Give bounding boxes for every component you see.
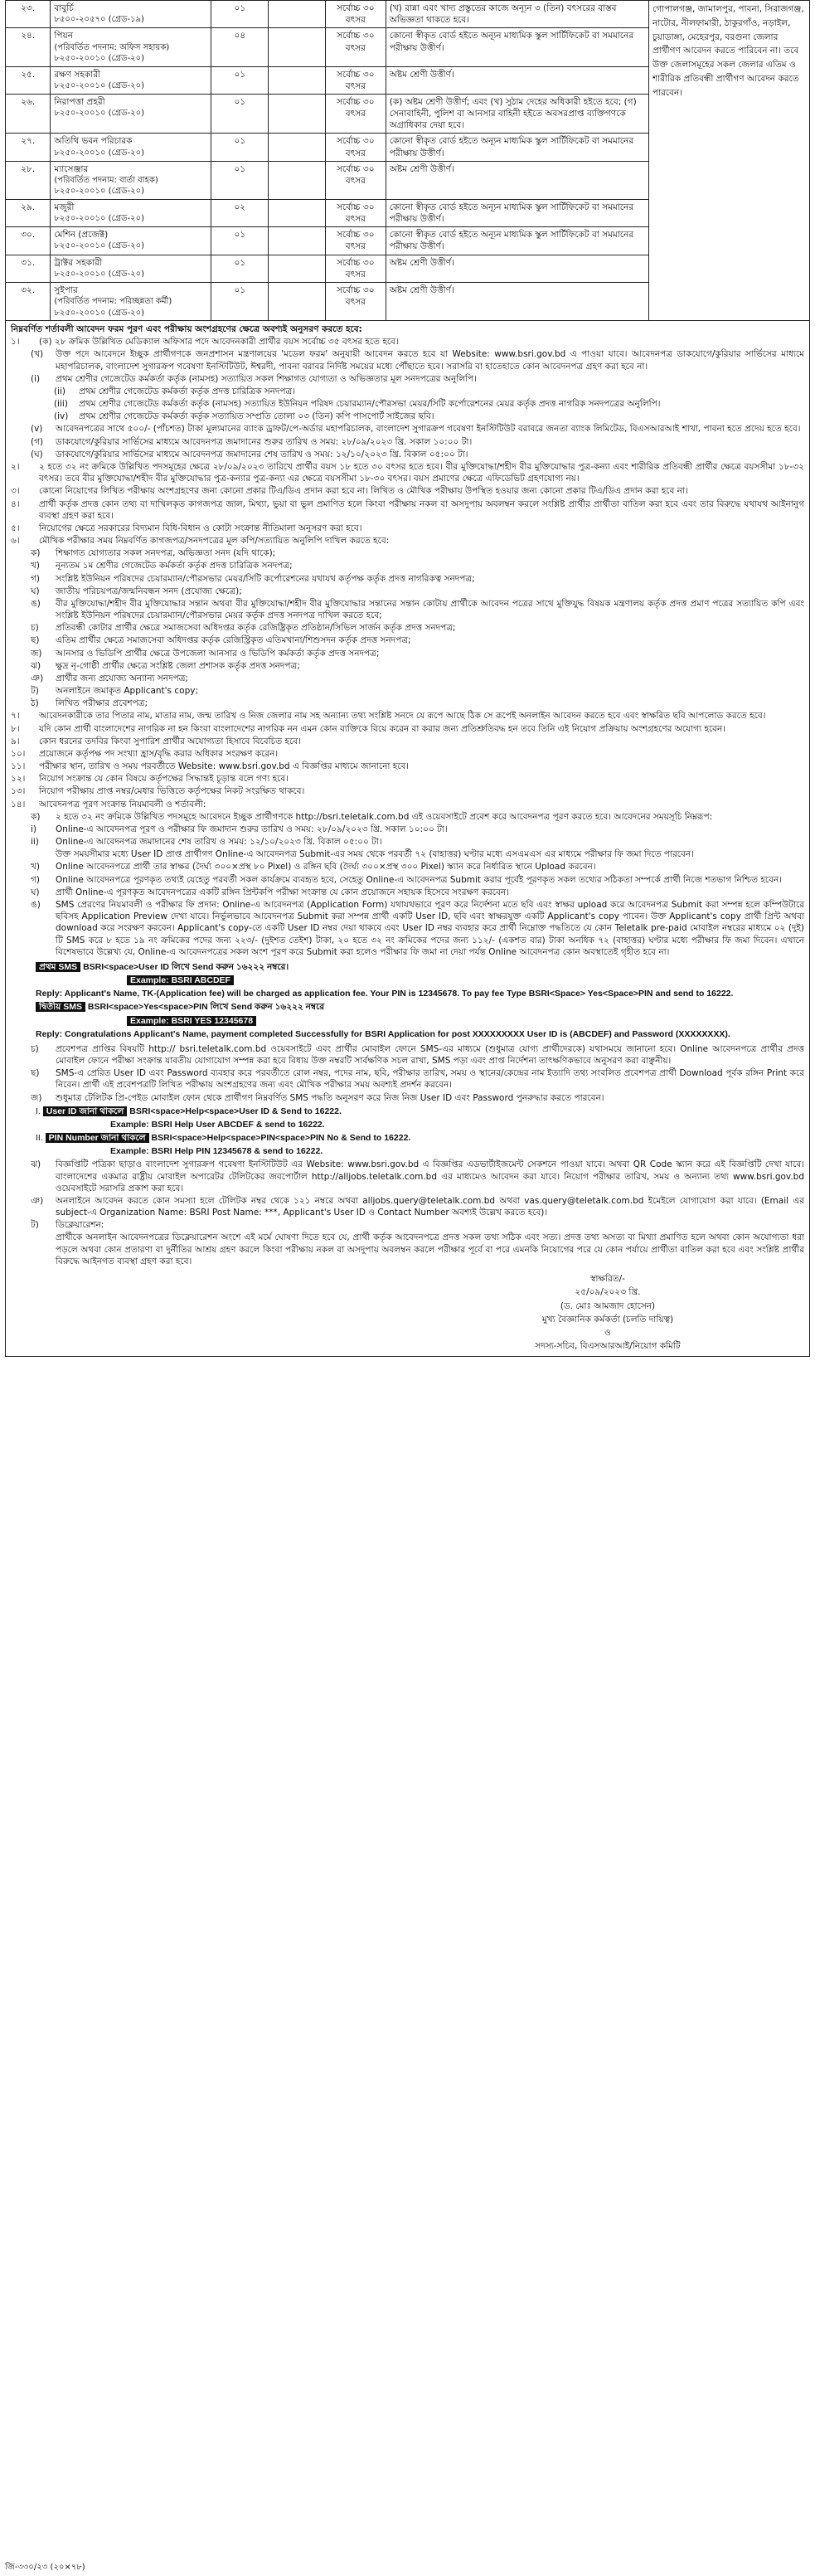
- age-limit: সর্বোচ্চ ৩০ বৎসর: [325, 282, 386, 320]
- row-number: ২৪.: [6, 28, 51, 66]
- item-text: উক্ত পদে আবেদনে ইচ্ছুক প্রার্থীগণকে জনপ্রশাসন মন্ত্রণালয়ের 'মডেল ফরম' অনুযায়ী আবেদন করতে হবে যা Website: www.bsri.gov.bd এ পাওয়া যাবে। আবেদনপত্র ডাকযোগে/কুরিয়ার সার্ভিসের মাধ্যমে মহাপরিচালক, বাংলাদেশ সুগারক্রপ গবেষণা ইনস্টিটিউট, ঈশ্বরদী, পাবনা বরাবর নির্দিষ্ট সময়ের মধ্যে পৌঁছাতে হবে। সরাসরি বা হাতেহাতে কোন আবেদনপত্র গ্রহণ করা হবে না।: [56, 349, 804, 372]
- item-text: আবেদনকারীকে তার পিতার নাম, মাতার নাম, জন্ম তারিখ ও নিজ জেলার নাম সহ অন্যান্য তথ্য সংশ্লিষ্ট সনদে যে রূপে আছে ঠিক সে রূপেই অনলাইন আবেদন করতে হবে এবং স্বাক্ষরিত ছবি আপলোড করতে হবে।: [39, 711, 766, 722]
- posts-table: [5, 0, 810, 321]
- item-text: প্রথম শ্রেণীর গেজেটেড কর্মকর্তা কর্তৃক সত্যায়িত সম্প্রতি তোলা ০৩ (তিন) কপি পাসপোর্ট সাইজের ছবি।: [79, 411, 434, 422]
- list-item: [11, 710, 804, 722]
- item-text: প্রথম শ্রেণীর গেজেটেড কর্মকর্তা কর্তৃক (নামসহ) সত্যায়িত সকল শিক্ষাগত যোগ্যতা ও অভিজ্ঞতার মূল সনদপত্রের অনুলিপি।: [56, 373, 477, 384]
- qualification: অষ্টম শ্রেণী উত্তীর্ণ।: [386, 161, 648, 199]
- item-text: অনলাইনে জমাকৃত Applicant's copy;: [56, 686, 198, 697]
- post-quantity: ০১: [211, 1, 269, 28]
- list-item: [11, 423, 804, 435]
- list-item: [11, 485, 804, 497]
- item-number: জ): [31, 1092, 42, 1103]
- qualification: অষ্টম শ্রেণী উত্তীর্ণ।: [386, 282, 648, 320]
- item-number: ক): [31, 811, 41, 822]
- post-name: ট্রাক্টর সহকারী ৮২৫০-২০০১০ (গ্রেড-২০): [51, 255, 211, 282]
- item-number: (ঘ): [31, 449, 43, 459]
- item-text: পরীক্ষার স্থান, তারিখ ও সময় পরবর্তীতে Website: www.bsri.gov.bd এ বিজ্ঞপ্তির মাধ্যমে জানানো হবে।: [39, 761, 410, 772]
- conditions-box: [5, 321, 810, 1356]
- item-number: ট): [31, 1220, 39, 1231]
- item-text: ক্ষুদ্র নৃ-গোষ্ঠী প্রার্থীর ক্ষেত্রে সংশ্লিষ্ট জেলা প্রশাসক কর্তৃক প্রদত্ত সনদপত্র;: [56, 660, 300, 671]
- age-limit: সর্বোচ্চ ৩০ বৎসর: [325, 227, 386, 255]
- age-limit: সর্বোচ্চ ৩০ বৎসর: [325, 66, 386, 94]
- item-text: আবেদনপত্র পূরণ সংক্রান্ত নিয়মাবলী ও শর্তাবলী:: [39, 799, 206, 809]
- item-text: আনসার ও ভিডিপি প্রার্থীর ক্ষেত্রে উপজেলা আনসার ও ভিডিপি কর্মকর্তা কর্তৃক প্রদত্ত সনদপত্র;: [56, 648, 380, 659]
- item-text: বিজ্ঞপ্তিটি পত্রিকা ছাড়াও বাংলাদেশ সুগারক্রপ গবেষণা ইনস্টিটিউট এর Website: www.bsri.gov.bd এ বিজ্ঞপ্তির এডভার্টাইজমেন্ট সেকশনে পাওয়া যাবে। অথবা QR Code স্ক্যান করে এই বিজ্ঞপ্তিটি দেখা যাবে। বাংলাদেশের একমাত্র রাষ্ট্রীয় মোবাইল অপারেটর টেলিটকের জবপোর্টাল http://alljobs.teletalk.com.bd এর মাধ্যমেও আবেদন করা যাবে। নিয়োগ পরীক্ষার তারিখ, সময় ও অন্যান্য তথ্য www.bsri.gov.bd ওয়েবসাইটে সরাসরি প্রকাশ করা হবে।: [56, 1159, 804, 1193]
- post-name: মেশিন (প্রজেক্ট) ৮২৫০-২০০১০ (গ্রেড-২০): [51, 227, 211, 255]
- qualification: অষ্টম শ্রেণী উত্তীর্ণ।: [386, 255, 648, 282]
- item-text: ডাকযোগে/কুরিয়ার সার্ভিসের মাধ্যমে আবেদনপত্র জমাদানের শুরুর তারিখ ও সময়: ২৮/০৯/২০২৩ খ্রি. সকাল ১০:০০ টা।: [56, 436, 473, 447]
- list-item: [11, 799, 804, 810]
- item-number: (গ): [31, 436, 44, 447]
- item-number: ১৪।: [11, 799, 26, 809]
- post-name: নিরাপত্তা প্রহরী ৮২৫০-২০০১০ (গ্রেড-২০): [51, 94, 211, 134]
- age-limit: সর্বোচ্চ ৩০ বৎসর: [325, 199, 386, 226]
- sms-second-example: Example: BSRI YES 12345678: [127, 1015, 804, 1027]
- conditions-heading: নিম্নবর্ণিত শর্তাবলী আবেদন ফরম পূরণ এবং পরীক্ষায় অংশগ্রহণের ক্ষেত্রে অবশ্যই অনুসরণ করতে হবে:: [11, 324, 362, 335]
- post-name: অতিথি ভবন পরিচারক ৮২৫০-২০০১০ (গ্রেড-২০): [51, 134, 211, 161]
- item-number: ছ): [31, 1068, 40, 1079]
- item-text: মৌখিক পরীক্ষার সময় নিম্নবর্ণিত কাগজপত্র/সনদপত্রের মূল কপি/সত্যায়িত অনুলিপি দাখিল করতে হবে:: [39, 536, 390, 547]
- item-text: ২ হতে ৩২ নং ক্রমিকে উল্লিখিত পদসমূহে আবেদনে ইচ্ছুক প্রার্থীগণকে http://bsri.teletalk.com.bd এই ওয়েবসাইটে প্রবেশ করে আবেদনপত্র পূরণ করতে হবে। আবেদনের সময়সূচি নিম্নরূপ:: [56, 811, 713, 822]
- item-text: নিয়োগের ক্ষেত্রে সরকারের বিদ্যমান বিধি-বিধান ও কোটা সংক্রান্ত নীতিমালা অনুসরণ করা হবে।: [39, 522, 362, 533]
- list-item: [11, 1067, 804, 1091]
- item-text: ডিক্লেয়ারেশন:: [56, 1220, 104, 1231]
- item-text: যদি কোন প্রার্থী বাংলাদেশের নাগরিক না হন কিংবা বাংলাদেশের নাগরিক নন এমন কোন ব্যক্তিকে বিয়ে করেন বা করার জন্য প্রতিশ্রুতিবদ্ধ হন তবে তিনি এই নিয়োগ প্রক্রিয়ায় অংশগ্রহণের অযোগ্য হবেন।: [39, 723, 726, 734]
- sms-first-cmd: BSRI<space>User ID লিখে Send করুন ১৬২২২ নম্বরে।: [83, 961, 289, 972]
- list-item: [11, 386, 804, 397]
- footer-code: জি-৩৩০/২৩ (২০×৭৮): [5, 2562, 85, 2572]
- list-item: [11, 673, 804, 684]
- item-number: ১০।: [11, 748, 26, 759]
- post-quantity: ০২: [211, 199, 269, 226]
- list-item: [11, 522, 804, 534]
- signature-block: [475, 1272, 740, 1354]
- item-number: (v): [31, 424, 43, 435]
- item-number: ৫।: [11, 522, 20, 533]
- qualification: কোনো স্বীকৃত বোর্ড হইতে অন্যূন মাধ্যমিক স্কুল সার্টিফিকেট বা সমমানের পরীক্ষায় উত্তীর্ণ।: [386, 199, 648, 226]
- list-item: [11, 461, 804, 484]
- item-text: SMS-এ প্রেরিত User ID এবং Password ব্যবহার করে পরবর্তীতে রোল নম্বর, পদের নাম, ছবি, পরীক্ষার তারিখ, সময় ও স্থানের/কেন্দ্রের নাম ইত্যাদি তথ্য সংবলিত প্রবেশপত্র প্রার্থী Download পূর্বক রঙ্গিন Print করে নিবেন। প্রার্থী এই প্রবেশপত্রটি লিখিত পরীক্ষায় অংশগ্রহণের জন্য এবং মৌখিক পরীক্ষার সময় অবশ্যই প্রদর্শন করবেন।: [56, 1068, 804, 1091]
- list-item: [11, 1092, 804, 1104]
- item-number: ৮।: [11, 723, 20, 734]
- item-number: ১৩।: [11, 786, 26, 797]
- list-item: [11, 547, 804, 559]
- post-quantity: ০১: [211, 94, 269, 134]
- item-number: গ): [31, 573, 40, 584]
- list-item: [11, 836, 804, 848]
- post-district: [269, 282, 326, 320]
- item-number: ঘ): [31, 887, 40, 897]
- item-number: ২।: [11, 461, 20, 472]
- list-item: [11, 634, 804, 646]
- post-district: [269, 66, 326, 94]
- row-number: ৩২.: [6, 282, 51, 320]
- list-item: [11, 887, 804, 898]
- signatory-role: সদস্য-সচিব, বিএসআরআই/নিয়োগ কমিটি: [535, 1341, 681, 1352]
- item-number: ৪।: [11, 498, 20, 509]
- post-quantity: ০১: [211, 282, 269, 320]
- item-number: (iii): [54, 399, 68, 410]
- sms-reply-1: Reply: Applicant's Name, TK-(Application fee) will be charged as application fee. Your PIN is 12345678. To pay fee Type BSRI<Space> Yes<Space>PIN and send to 16222.: [36, 989, 734, 999]
- item-text: Online-এ আবেদনপত্র জমাদানের শেষ তারিখ ও সময়: ১২/১০/২০২৩ খ্রি. বিকাল ০৫:০০ টা।: [56, 837, 382, 848]
- pin-recovery: II. PIN Number জানা থাকলে BSRI<space>Help<space>PIN<space>PIN No & Send to 16222.: [36, 1133, 411, 1144]
- item-number: i): [31, 824, 37, 834]
- item-text: শুধুমাত্র টেলিটক প্রি-পেইড মোবাইল ফোন থেকে প্রার্থীগণ নিম্নবর্ণিত SMS পদ্ধতি অনুসরণ করে নিজ নিজ User ID এবং Password পুনরুদ্ধার করতে পারবেন।: [56, 1092, 604, 1103]
- list-item: [11, 436, 804, 448]
- uid-recovery: I. User ID জানা থাকলে BSRI<space>Help<space>User ID & Send to 16222.: [36, 1106, 342, 1116]
- post-name: রক্ষণ সহকারী ৮২৫০-২০০১০ (গ্রেড-২০): [51, 66, 211, 94]
- sms-reply-2: Reply: Congratulations Applicant's Name, payment completed Successfully for BSRI Application for post XXXXXXXXX User ID is (ABCDEF) and Password (XXXXXXXX).: [36, 1028, 730, 1039]
- item-number: ঘ): [31, 586, 40, 596]
- item-text: বীর মুক্তিযোদ্ধা/শহীদ বীর মুক্তিযোদ্ধার সন্তান অথবা বীর মুক্তিযোদ্ধা/শহীদ বীর মুক্তিযোদ্ধার সন্তানের সন্তান কোটায় প্রার্থীকে আবেদন পত্রের সাথে মুক্তিযুদ্ধ বিষয়ক মন্ত্রণালয় কর্তৃক প্রদত্ত প্রমাণ পত্রের সত্যায়িত কপি এবং সংশ্লিষ্ট ইউনিয়ন পরিষদের চেয়ারম্যান/পৌরসভার মেয়র কর্তৃক প্রদত্ত সনদপত্র দাখিল করতে হবে;: [56, 598, 804, 621]
- item-number: চ): [31, 1043, 39, 1054]
- item-text: প্রবেশপত্র প্রাপ্তির বিষয়টি http:// bsri.teletalk.com.bd ওয়েবসাইটে এবং প্রার্থীর মোবাইল ফোনে SMS-এর মাধ্যমে (শুধুমাত্র যোগ্য প্রার্থীদেরকে) যথাসময়ে জানানো হবে। Online আবেদনপত্রে প্রার্থীর প্রদত্ত মোবাইল ফোনে পরীক্ষা সংক্রান্ত যাবতীয় যোগাযোগ সম্পন্ন করা হবে বিধায় উক্ত নম্বরটি সার্বক্ষণিক সচল রাখা, SMS পড়া এবং প্রাপ্ত নির্দেশনা তাৎক্ষণিকভাবে অনুসরণ করা বাঞ্ছনীয়।: [56, 1043, 804, 1067]
- sms-first-example: Example: BSRI ABCDEF: [127, 975, 804, 986]
- item-text: নিয়োগ পরীক্ষায় প্রাপ্ত নম্বর/মেধার ভিত্তিতে কর্তৃপক্ষের নিকট সংরক্ষিত থাকবে।: [39, 786, 305, 797]
- item-number: ১।: [11, 337, 20, 348]
- list-item: [11, 1159, 804, 1194]
- item-number: ii): [31, 837, 39, 848]
- item-number: ঙ): [31, 598, 41, 609]
- list-item: [11, 848, 804, 860]
- post-district: [269, 255, 326, 282]
- qualification: (ক) অষ্টম শ্রেণী উত্তীর্ণ; এবং (খ) সুঠাম দেহের অধিকারী হইতে হবে; (গ) সেনাবাহিনী, পুলিশ বা আনসার বাহিনী হইতে অবসরপ্রাপ্ত ব্যক্তিগণকে অগ্রাধিকার দেয়া হবে।: [386, 94, 648, 134]
- sms-section: [11, 961, 804, 1040]
- sms-second: [36, 1001, 804, 1013]
- list-item: [11, 861, 804, 872]
- item-number: (খ): [31, 349, 44, 360]
- district-quota-note: গোপালগঞ্জ, জামালপুর, পাবনা, সিরাজগঞ্জ, নাটোর, নীলফামারী, ঠাকুরগাঁও, নড়াইল, চুয়াডাঙ্গা, মেহেরপুর, বরগুনা জেলার প্রার্থীগণ আবেদন করতে পারিবেন না। তবে উক্ত জেলাসমূহের সকল জেলার এতিম ও শারীরিক প্রতিবন্ধী প্রার্থীগণ আবেদন করতে পারবেন।: [648, 1, 809, 321]
- post-name: মজুরী ৮২৫০-২০০১০ (গ্রেড-২০): [51, 199, 211, 226]
- row-number: ২৯.: [6, 199, 51, 226]
- item-text: নিয়োগ সংক্রান্ত যে কোন বিষয়ে কর্তৃপক্ষের সিদ্ধান্তই চূড়ান্ত বলে গণ্য হবে।: [39, 774, 289, 785]
- item-number: (i): [31, 373, 41, 384]
- post-quantity: ০১: [211, 227, 269, 255]
- list-item: [11, 685, 804, 697]
- item-text: Online আবেদনপত্রে প্রার্থী তার স্বাক্ষর (দৈর্ঘ্য ৩০০×প্রস্থ ৮০ Pixel) ও রঙ্গিন ছবি (দৈর্ঘ্য ৩০০×প্রস্থ ৩০০ Pixel) স্ক্যান করে নির্ধারিত স্থানে Upload করবেন।: [56, 862, 596, 872]
- conditions-list: [11, 336, 804, 958]
- list-item: [11, 560, 804, 571]
- signature-date: ২৫/০৯/২০২৩ খ্রি.: [575, 1287, 641, 1298]
- item-number: ঞ): [31, 1195, 44, 1206]
- item-text: আবেদনপত্রের সাথে ৫০০/- (পাঁচশত) টাকা মূল্যমানের ব্যাংক ড্রাফট/পে-অর্ডার মহাপরিচালক, বাংলাদেশ সুগারক্রপ গবেষণা ইনস্টিটিউট বরাবরে জনতা ব্যাংক লিমিটেড, বিএসআরআই শাখা, পাবনা হতে প্রদেয় হতে হবে।: [56, 424, 801, 435]
- list-item: [11, 748, 804, 760]
- list-item: [11, 573, 804, 585]
- list-item: [11, 736, 804, 747]
- item-number: (iv): [54, 411, 69, 422]
- post-quantity: ০১: [211, 161, 269, 199]
- qualification: অষ্টম শ্রেণী উত্তীর্ণ।: [386, 66, 648, 94]
- list-item: [11, 773, 804, 785]
- list-item: [11, 1219, 804, 1231]
- post-district: [269, 199, 326, 226]
- row-number: ২৫.: [6, 66, 51, 94]
- item-text: ডাকযোগে/কুরিয়ার সার্ভিসের মাধ্যমে আবেদনপত্র জমাদানের শেষ তারিখ ও সময়: ১২/১০/২০২৩ খ্রি. বিকাল ০৫:০০ টা।: [56, 449, 468, 459]
- sms-first-label: প্রথম SMS: [36, 962, 80, 972]
- item-text: এতিম প্রার্থীর ক্ষেত্রে সমাজসেবা অধিদপ্তর কর্তৃক রেজিস্ট্রিকৃত এতিমখানা/শিশুসদন কর্তৃক প্রদত্ত সনদপত্র;: [56, 635, 411, 646]
- item-text: (ক) ২৮ ক্রমিক উল্লিখিত মেডিক্যাল অফিসার পদে আবেদনকারী প্রার্থীর বয়স সর্বোচ্চ ৩৫ বৎসর হতে হবে।: [39, 337, 399, 348]
- list-item: [11, 899, 804, 958]
- item-text: নূন্যতম ১ম শ্রেণীর গেজেটেড কর্মকর্তা কর্তৃক প্রদত্ত চারিত্রিক সনদপত্র;: [56, 561, 293, 571]
- list-item: [11, 824, 804, 835]
- sms-second-cmd: BSRI<space>Yes<space>PIN লিখে Send করুন ১৬২২২ নম্বরে: [87, 1002, 325, 1013]
- post-quantity: ০১: [211, 66, 269, 94]
- item-number: খ): [31, 862, 40, 872]
- item-text: শিক্ষাগত যোগ্যতার সকল সনদপত্র, অভিজ্ঞতা সনদ (যদি থাকে);: [56, 548, 276, 559]
- row-number: ২৬.: [6, 94, 51, 134]
- item-number: ট): [31, 686, 39, 697]
- item-text: প্রথম শ্রেণীর গেজেটেড কর্মকর্তা কর্তৃক (নামসহ) সত্যায়িত ইউনিয়ন পরিষদ চেয়ারম্যান/পৌরসভা মেয়র/সিটি কর্পোরেশনের মেয়র কর্তৃক প্রদত্ত নাগরিক সনদপত্রের অনুলিপি।: [79, 399, 661, 410]
- pin-example: Example: BSRI Help PIN 12345678 & send to 16222.: [110, 1146, 323, 1157]
- item-text: প্রতিবন্ধী কোটার প্রার্থীর ক্ষেত্রে সমাজসেবা অধিদপ্তর কর্তৃক রেজিষ্ট্রিকৃত প্রতিষ্ঠান/সিভিল সার্জন কর্তৃক প্রদত্ত সনদপত্র;: [56, 623, 456, 634]
- post-district: [269, 227, 326, 255]
- age-limit: সর্বোচ্চ ৩০ বৎসর: [325, 28, 386, 66]
- age-limit: সর্বোচ্চ ৩০ বৎসর: [325, 94, 386, 134]
- item-number: চ): [31, 623, 39, 634]
- age-limit: সর্বোচ্চ ৩০ বৎসর: [325, 1, 386, 28]
- item-number: ক): [31, 548, 41, 559]
- item-number: ১২।: [11, 774, 26, 785]
- post-district: [269, 134, 326, 161]
- post-name: বাবুর্চি ৮৫০০-২০৫৭০ (গ্রেড-১৯): [51, 1, 211, 28]
- tail-list: [11, 1159, 804, 1267]
- post-name: ম্যাসেঞ্জার (পরিবর্তিত পদনাম: বার্তা বাহক) ৮২৫০-২০০১০ (গ্রেড-২০): [51, 161, 211, 199]
- age-limit: সর্বোচ্চ ৩০ বৎসর: [325, 255, 386, 282]
- item-number: ঝ): [31, 660, 41, 671]
- uid-example: Example: BSRI Help User ABCDEF & send to 16222.: [110, 1119, 325, 1130]
- item-text: প্রয়োজনে কর্তৃপক্ষ পদ সংখ্যা হ্রাস/বৃদ্ধি করার অধিকার সংরক্ষণ করেন।: [39, 748, 279, 759]
- list-item: [11, 874, 804, 886]
- row-number: ২৩.: [6, 1, 51, 28]
- item-number: ৯।: [11, 736, 20, 746]
- signature-conj: ও: [604, 1328, 611, 1339]
- list-item: [11, 373, 804, 385]
- item-text: কোন ধরনের তদবির কিংবা সুপারিশ প্রার্থীর অযোগ্যতা হিসাবে বিবেচিত হবে।: [39, 736, 301, 746]
- list-item: [11, 761, 804, 772]
- table-row: [6, 1, 810, 28]
- qualification: কোনো স্বীকৃত বোর্ড হইতে অন্যূন মাধ্যমিক স্কুল সার্টিফিকেট বা সমমানের পরীক্ষায় উত্তীর্ণ।: [386, 28, 648, 66]
- signatory-title: মুখ্য বৈজ্ঞানিক কর্মকর্তা (চলতি দায়িত্ব): [541, 1314, 674, 1324]
- list-item: [11, 811, 804, 823]
- sms-second-label: দ্বিতীয় SMS: [36, 1002, 85, 1012]
- row-number: ২৭.: [6, 134, 51, 161]
- item-text: অনলাইনে আবেদন করতে কোন সমস্যা হলে টেলিটক নম্বর থেকে ১২১ নম্বরে অথবা alljobs.query@teletalk.com.bd অথবা vas.query@teletalk.com.bd ইমেইলে যোগাযোগ করা যাবে। (Email এর subject-এ Organization Name: BSRI Post Name: ***, Applicant's User ID ও Contact Number অবশ্যই উল্লেখ করতে হবে)।: [56, 1195, 804, 1218]
- item-text: সংশ্লিষ্ট ইউনিয়ন পরিষদের চেয়ারম্যান/পৌরসভার মেয়র/সিটি কর্পোরেশনের যথাযথ কর্তৃপক্ষ কর্তৃক প্রদত্ত নাগরিকত্ব সনদপত্র;: [56, 573, 475, 584]
- item-number: ৩।: [11, 486, 20, 497]
- row-number: ২৮.: [6, 161, 51, 199]
- item-text: লিখিত পরীক্ষার প্রবেশপত্র;: [56, 698, 148, 709]
- list-item: [11, 1232, 804, 1267]
- item-text: Online আবেদনপত্রে পূরণকৃত তথ্যই যেহেতু পরবর্তী সকল কার্যক্রমে ব্যবহৃত হবে, সেহেতু Online-এ আবেদনপত্র Submit করার পূর্বেই পূরণকৃত সকল তথ্যের সঠিকতা সম্পর্কে প্রার্থী নিজে শতভাগ নিশ্চিত হবেন।: [56, 874, 782, 885]
- list-item: [11, 586, 804, 597]
- list-item: [11, 785, 804, 797]
- item-number: গ): [31, 874, 40, 885]
- post-quantity: ০১: [211, 255, 269, 282]
- sms-first: [36, 961, 804, 973]
- post-name: সুইপার (পরিবর্তিত পদনাম: পরিচ্ছন্নতা কর্মী) ৮২৫০-২০০১০ (গ্রেড-২০): [51, 282, 211, 320]
- item-text: প্রার্থী Online-এ পূরণকৃত আবেদনপত্রের একটি রঙ্গিন প্রিন্টকপি পরীক্ষা সংক্রান্ত যে কোন প্রয়োজনে সহায়ক হিসেবে সংরক্ষণ করবেন।: [56, 887, 509, 897]
- list-item: [11, 1043, 804, 1067]
- list-item: [11, 449, 804, 460]
- item-number: (ii): [54, 386, 66, 396]
- item-number: ঞ): [31, 673, 44, 683]
- item-text: Online-এ আবেদনপত্র পূরণ ও পরীক্ষার ফি জমাদান শুরুর তারিখ ও সময়: ২৮/০৯/২০২৩ খ্রি. সকাল ১০:০০ টা।: [56, 824, 448, 834]
- list-item: [11, 498, 804, 522]
- item-text: প্রথম শ্রেণীর গেজেটেড কর্মকর্তা কর্তৃক প্রদত্ত চারিত্রিক সনদপত্র।: [79, 386, 296, 396]
- more-list: [11, 1043, 804, 1104]
- item-text: SMS প্রেরণের নিয়মাবলী ও পরীক্ষার ফি প্রদান: Online-এ আবেদনপত্র (Application Form) যথাযথভাবে পূরণ করে নির্দেশনা মতে ছবি এবং স্বাক্ষর upload করে আবেদনপত্র Submit করা সম্পন্ন হলে কম্পিউটারে ছবিসহ Application Preview দেখা যাবে। নির্ভুলভাবে আবেদনপত্র Submit করা সম্পন্ন প্রার্থী একটি User ID, ছবি এবং স্বাক্ষরযুক্ত একটি Applicant's copy পাবেন। উক্ত Applicant's copy প্রার্থী প্রিন্ট অথবা download করে সংরক্ষণ করবেন। Applicant's copy-তে একটি User ID নম্বর দেয়া থাকবে এবং User ID নম্বর ব্যবহার করে প্রার্থী নিম্নোক্ত পদ্ধতিতে যে কোন Teletalk pre-paid মোবাইল নম্বরের মাধ্যমে ০২ (দুই) টি SMS করে ৮ হতে ১৯ নং ক্রমিকের পদের জন্য ২২৩/- (দুইশত তেইশ) টাকা, ২০ হতে ৩২ নং ক্রমিকের পদের জন্য ১১২/- (একশত বার) টাকা অনধিক ৭২ (বাহাত্তর) ঘণ্টার মধ্যে পরীক্ষার ফি জমা দিবেন। এখানে বিশেষভাবে উল্লেখ্য যে, Online-এ আবেদনপত্রের সকল অংশ পূরণ করে Submit করা হলেও পরীক্ষার ফি জমা না দেয়া পর্যন্ত Online আবেদনপত্র কোন অবস্থাতেই গৃহীত হবে না।: [56, 900, 804, 957]
- item-number: খ): [31, 561, 40, 571]
- post-name: পিয়ন (পরিবর্তিত পদনাম: অফিস সহায়ক) ৮২৫০-২০০১০ (গ্রেড-২০): [51, 28, 211, 66]
- recovery-section: [11, 1106, 804, 1158]
- item-number: ৬।: [11, 536, 20, 547]
- item-text: প্রার্থীকে অনলাইন আবেদনপত্রের ডিক্লেয়ারেশন অংশে এই মর্মে ঘোষণা দিতে হবে যে, প্রার্থী কর্তৃক আবেদনপত্রে প্রদত্ত সকল তথ্য সঠিক এবং সত্য। প্রদত্ত তথ্য অসত্য বা মিথ্যা প্রমাণিত হলে অথবা কোন অযোগ্যতা ধরা পড়লে অথবা কোন প্রতারণা বা দুর্নীতির আশ্রয় গ্রহণ করলে কিংবা পরীক্ষায় নকল বা অসদুপায় অবলম্বন করলে পরীক্ষার পূর্বে বা পরে এমনকি নিয়োগের পরে যে কোন পর্যায়ে প্রার্থীতা বাতিল করা হবে এবং সংশ্লিষ্ট প্রার্থীর বিরুদ্ধে আইনগত ব্যবস্থা গ্রহণ করা হবে।: [56, 1232, 804, 1266]
- item-number: ছ): [31, 635, 40, 646]
- post-district: [269, 161, 326, 199]
- item-number: [11, 1232, 56, 1267]
- item-text: ২ হতে ৩২ নং ক্রমিকে উল্লিখিত পদসমূহের ক্ষেত্রে ২৮/০৯/২০২৩ তারিখে প্রার্থীর বয়স ১৮ হতে ৩০ বৎসর হতে হবে। বীর মুক্তিযোদ্ধা/শহীদ বীর মুক্তিযোদ্ধার পুত্র-কন্যা এবং শারীরিক প্রতিবন্ধী প্রার্থীর ক্ষেত্রে বয়সসীমা ১৮-৩২ বৎসর। তবে বীর মুক্তিযোদ্ধা/শহীদ বীর মুক্তিযোদ্ধার পুত্র-কন্যার পুত্র-কন্যা এর ক্ষেত্রে বয়সসীমা ১৮-৩০ বৎসর। বয়স প্রমাণের ক্ষেত্রে এফিডেভিট গ্রহণযোগ্য নয়।: [39, 461, 804, 484]
- list-item: [11, 398, 804, 410]
- signature-line-1: স্বাক্ষরিত/-: [590, 1273, 625, 1284]
- post-quantity: ০৪: [211, 28, 269, 66]
- item-text: জাতীয় পরিচয়পত্র/জন্মনিবন্ধন সনদ (প্রযোজ্য ক্ষেত্রে);: [56, 586, 242, 596]
- qualification: কোনো স্বীকৃত বোর্ড হইতে অন্যূন মাধ্যমিক স্কুল সার্টিফিকেট বা সমমানের পরীক্ষায় উত্তীর্ণ।: [386, 227, 648, 255]
- age-limit: সর্বোচ্চ ৩০ বৎসর: [325, 161, 386, 199]
- item-number: ঝ): [31, 1159, 41, 1170]
- list-item: [11, 660, 804, 672]
- post-district: [269, 1, 326, 28]
- item-number: ১১।: [11, 761, 26, 772]
- list-item: [11, 535, 804, 547]
- item-text: প্রার্থীর জন্য প্রযোজ্য অন্যান্য সনদপত্র;: [56, 673, 188, 683]
- item-text: উক্ত সময়সীমার মধ্যে User ID প্রাপ্ত প্রার্থীগণ Online-এ আবেদনপত্র Submit-এর সময় থেকে পরবর্তী ৭২ (বাহাত্তর) ঘণ্টার মধ্যে এসএমএস এর মাধ্যমে পরীক্ষার ফি জমা দিতে পারবেন।: [56, 849, 694, 860]
- item-number: ঙ): [31, 900, 41, 910]
- post-district: [269, 28, 326, 66]
- row-number: ৩০.: [6, 227, 51, 255]
- post-quantity: ০১: [211, 134, 269, 161]
- list-item: [11, 648, 804, 659]
- list-item: [11, 411, 804, 422]
- row-number: ৩১.: [6, 255, 51, 282]
- list-item: [11, 348, 804, 372]
- item-number: ৭।: [11, 711, 20, 722]
- list-item: [11, 1195, 804, 1218]
- list-item: [11, 336, 804, 348]
- item-text: কোনো নিয়োগের লিখিত পরীক্ষায় অংশগ্রহণের জন্য কোনো প্রকার টিএ/ডিএ প্রদান করা হবে না। লিখিত ও মৌখিক পরীক্ষায় উপস্থিত হওয়ার জন্য কোনো প্রকার টিএ/ডিএ প্রদান করা হবে না।: [39, 486, 688, 497]
- qualification: (খ) রান্না এবং খাদ্য প্রস্তুতের কাজে অন্যূন ৩ (তিন) বৎসরের বাস্তব অভিজ্ঞতা থাকতে হবে।: [386, 1, 648, 28]
- qualification: কোনো স্বীকৃত বোর্ড হইতে অন্যূন মাধ্যমিক স্কুল সার্টিফিকেট বা সমমানের পরীক্ষায় উত্তীর্ণ।: [386, 134, 648, 161]
- item-number: [11, 848, 56, 860]
- list-item: [11, 598, 804, 621]
- item-number: জ): [31, 648, 42, 659]
- age-limit: সর্বোচ্চ ৩০ বৎসর: [325, 134, 386, 161]
- post-district: [269, 94, 326, 134]
- list-item: [11, 622, 804, 634]
- signatory-name: (ড. মোঃ আমজাদ হোসেন): [560, 1300, 656, 1311]
- item-text: প্রার্থী কর্তৃক প্রদত্ত কোন তথ্য বা দাখিলকৃত কাগজপত্র জাল, মিথ্যা, ভুয়া বা ভুল প্রমাণিত হলে কিংবা পরীক্ষায় নকল বা অসদুপায় অবলম্বন করলে সংশ্লিষ্ট প্রার্থীর প্রার্থীতা বাতিল করা হবে এবং তার বিরুদ্ধে যথাযথ আইনানুগ ব্যবস্থা গ্রহণ করা হবে।: [39, 498, 804, 521]
- list-item: [11, 697, 804, 709]
- list-item: [11, 723, 804, 735]
- item-number: ঠ): [31, 698, 39, 709]
